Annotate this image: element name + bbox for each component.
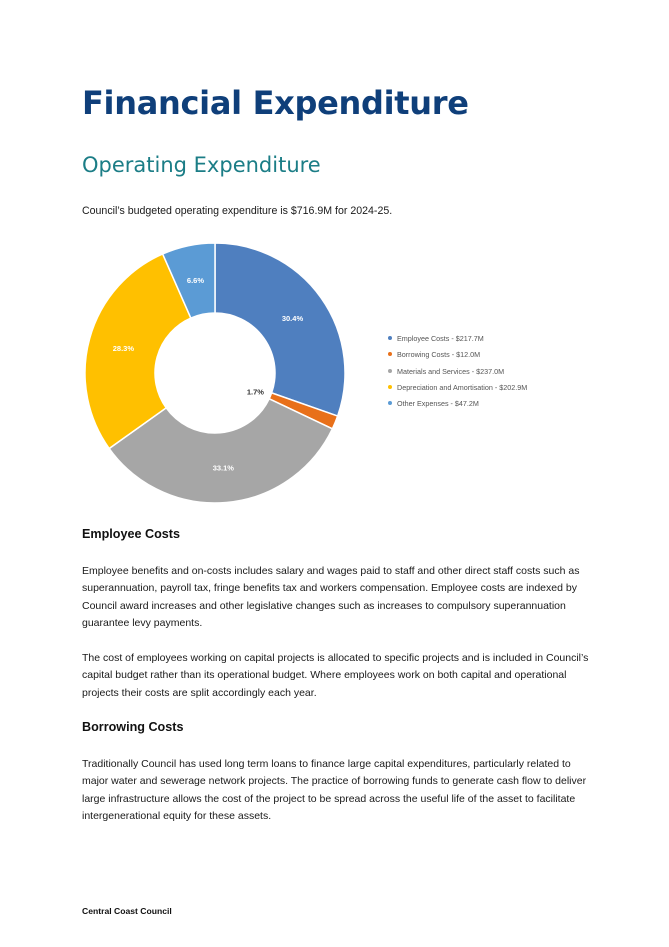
legend-item-depreciation — [388, 383, 527, 399]
legend-item-other-expenses — [388, 399, 527, 415]
footer-organisation: Central Coast Council — [82, 906, 172, 916]
legend-item-employee-costs — [388, 334, 527, 350]
data-label-other-expenses: 6.6% — [186, 276, 205, 286]
legend-label: Employee Costs - $217.7M — [397, 334, 484, 343]
expenditure-donut-chart — [82, 240, 352, 510]
legend-item-borrowing-costs — [388, 350, 527, 366]
donut-slice-employee-costs — [215, 243, 345, 416]
legend-swatch — [388, 352, 392, 356]
paragraph-employee-costs-2: The cost of employees working on capital projects is allocated to specific projects and is included in Council’s capital budget rather than its operational budget. Where employees work on both capital and operational projects their costs are split accordingly each year. — [82, 652, 589, 699]
data-label-materials-services: 33.1% — [212, 463, 234, 473]
intro-text: Council’s budgeted operating expenditure is $716.9M for 2024-25. — [82, 205, 393, 217]
legend-label: Other Expenses - $47.2M — [397, 399, 479, 409]
page-title: Financial Expenditure — [82, 84, 469, 122]
data-label-depreciation: 28.3% — [112, 343, 135, 353]
heading-borrowing-costs: Borrowing Costs — [82, 720, 184, 734]
legend-swatch — [388, 401, 392, 405]
legend-label: Materials and Services - $237.0M — [397, 366, 505, 376]
legend-swatch — [388, 385, 392, 389]
section-subtitle: Operating Expenditure — [82, 153, 321, 177]
legend-label: Borrowing Costs - $12.0M — [397, 350, 481, 360]
data-label-borrowing-costs: 1.7% — [246, 387, 264, 397]
legend-swatch — [388, 369, 392, 373]
paragraph-employee-costs-1: Employee benefits and on-costs includes salary and wages paid to staff and other direct staff costs such as superannuation, payroll tax, fringe benefits tax and workers compensation. Employee costs are indexed by Council award increases and other legislative changes such as increases to compulsory superannuation guarantee levy payments. — [82, 565, 580, 630]
data-label-employee-costs: 30.4% — [281, 314, 304, 324]
heading-employee-costs: Employee Costs — [82, 527, 180, 541]
chart-legend — [388, 334, 527, 415]
legend-swatch — [388, 336, 392, 340]
legend-label: Depreciation and Amortisation - $202.9M — [397, 382, 528, 392]
legend-item-materials-services — [388, 367, 527, 383]
paragraph-borrowing-costs: Traditionally Council has used long term loans to finance large capital expenditures, particularly related to major water and sewerage network projects. The practice of borrowing funds to generate cash flow to deliver large infrastructure allows the cost of the project to be spread across the useful life of the asset to facilitate intergenerational equity for these assets. — [82, 758, 587, 823]
